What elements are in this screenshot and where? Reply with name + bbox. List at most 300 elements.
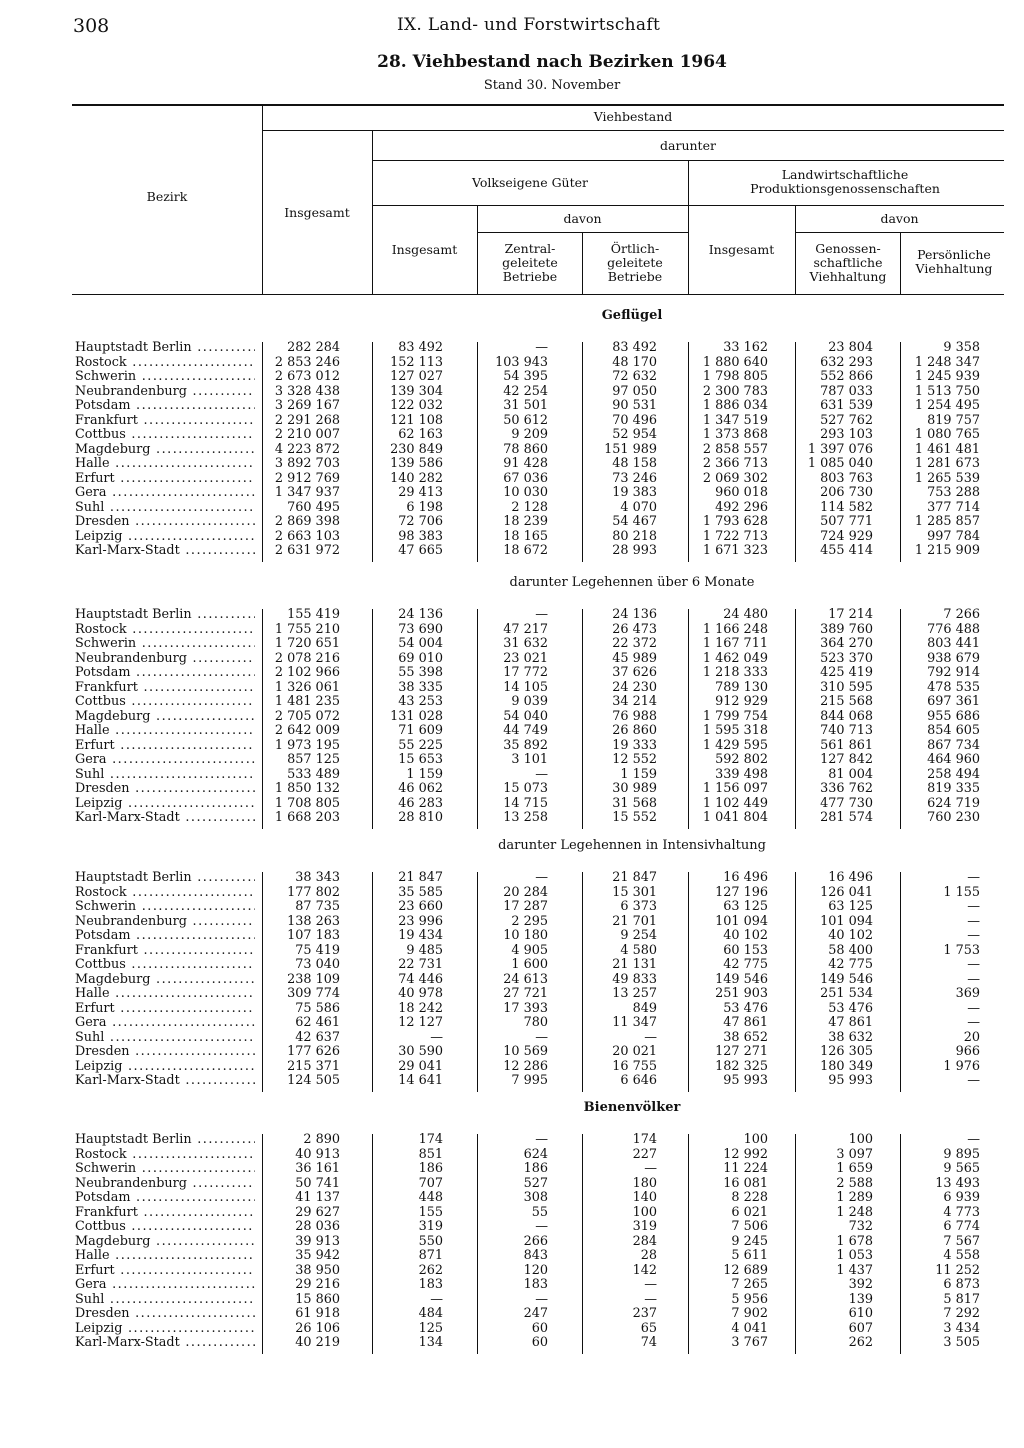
cell-zentral: 14 105 [503,679,548,695]
cell-genossen: 262 [848,1335,873,1350]
bezirk-name: Leipzig ..... [75,530,255,544]
cell-insgesamt: 1 481 235 [274,694,340,709]
cell-lpg-insgesamt: 7 506 [731,1219,768,1234]
cell-genossen: 3 097 [836,1146,873,1162]
cell-insgesamt: 238 109 [287,971,340,987]
cell-genossen: 455 414 [820,543,873,558]
table-row [0,1307,1024,1321]
cell-genossen: 477 730 [820,795,873,811]
cell-genossen: 53 476 [828,1000,873,1016]
cell-zentral: 67 036 [503,470,548,486]
cell-insgesamt: 61 918 [295,1306,340,1321]
cell-persoenlich: — [967,971,980,987]
cell-oertlich: 31 568 [612,795,657,811]
table-row [0,811,1024,825]
cell-lpg-insgesamt: 53 476 [723,1000,768,1016]
cell-zentral: 18 165 [503,528,548,544]
bezirk-name: Frankfurt ..... [75,414,255,428]
header-bezirk: Bezirk [146,189,188,204]
cell-oertlich: 15 552 [612,810,657,825]
cell-genossen: 180 349 [820,1058,873,1074]
table-row [0,1031,1024,1045]
cell-insgesamt: 38 343 [295,870,340,885]
cell-persoenlich: 7 266 [943,607,980,622]
cell-oertlich: — [644,1029,657,1045]
cell-veg-insgesamt: 125 [418,1320,443,1336]
cell-insgesamt: 2 642 009 [274,723,340,738]
cell-insgesamt: 2 210 007 [274,427,340,442]
bezirk-name: Neubrandenburg ..... [75,652,255,666]
cell-genossen: 281 574 [820,810,873,825]
vrule-bezirk [262,104,263,294]
bezirk-name: Schwerin ..... [75,370,255,384]
bezirk-name: Schwerin ..... [75,1162,255,1176]
cell-veg-insgesamt: 448 [418,1190,443,1205]
cell-veg-insgesamt: 152 113 [390,354,443,370]
cell-oertlich: 74 [640,1335,657,1350]
cell-veg-insgesamt: 707 [418,1175,443,1191]
cell-insgesamt: 15 860 [295,1291,340,1307]
cell-persoenlich: 478 535 [927,679,980,695]
cell-oertlich: 70 496 [612,412,657,428]
bezirk-name: Cottbus ..... [75,428,255,442]
cell-insgesamt: 29 627 [295,1204,340,1220]
cell-lpg-insgesamt: 60 153 [723,942,768,958]
cell-zentral: 23 021 [503,650,548,666]
bezirk-name: Leipzig ..... [75,1322,255,1336]
cell-persoenlich: 867 734 [927,737,980,753]
cell-oertlich: 849 [632,1000,657,1016]
table-row [0,900,1024,914]
cell-lpg-insgesamt: 1 429 595 [702,737,768,753]
table-row [0,1206,1024,1220]
cell-insgesamt: 2 673 012 [274,369,340,384]
cell-genossen: 364 270 [820,636,873,651]
bezirk-name: Frankfurt ..... [75,681,255,695]
bezirk-name: Cottbus ..... [75,1220,255,1234]
cell-veg-insgesamt: 139 586 [390,456,443,471]
cell-lpg-insgesamt: 11 224 [723,1161,768,1176]
cell-genossen: 1 289 [836,1190,873,1205]
bezirk-name: Gera ..... [75,486,255,500]
cell-genossen: 127 842 [820,752,873,767]
table-title [0,52,1024,72]
cell-persoenlich: — [967,928,980,943]
cell-genossen: 1 678 [836,1233,873,1249]
cell-persoenlich: 792 914 [927,665,980,680]
cell-genossen: 1 659 [836,1161,873,1176]
cell-oertlich: 26 860 [612,723,657,738]
cell-zentral: — [535,1132,548,1147]
table-row [0,710,1024,724]
cell-zentral: 55 [531,1204,548,1220]
table-row [0,1336,1024,1350]
cell-zentral: 527 [523,1175,548,1191]
cell-veg-insgesamt: 230 849 [390,441,443,457]
cell-persoenlich: 464 960 [927,752,980,767]
cell-insgesamt: 40 913 [295,1146,340,1162]
cell-insgesamt: 39 913 [295,1233,340,1249]
table-row [0,399,1024,413]
cell-zentral: 31 632 [503,636,548,651]
cell-oertlich: 22 372 [612,636,657,651]
cell-lpg-insgesamt: 7 265 [731,1277,768,1292]
cell-veg-insgesamt: 155 [418,1204,443,1220]
table-row [0,608,1024,622]
table-row [0,987,1024,1001]
cell-insgesamt: 28 036 [295,1219,340,1234]
cell-persoenlich: 955 686 [927,708,980,724]
cell-genossen: 251 534 [820,986,873,1001]
cell-oertlich: 52 954 [612,427,657,442]
chapter-title: IX. Land- und Forstwirtschaft [397,15,661,35]
cell-insgesamt: 124 505 [287,1073,340,1088]
cell-zentral: 24 613 [503,971,548,987]
bezirk-name: Frankfurt ..... [75,1206,255,1220]
cell-insgesamt: 282 284 [287,340,340,355]
cell-veg-insgesamt: 131 028 [390,708,443,724]
table-row [0,1133,1024,1147]
cell-lpg-insgesamt: 16 496 [723,870,768,885]
cell-lpg-insgesamt: 2 069 302 [702,470,768,486]
table-row [0,652,1024,666]
cell-persoenlich: — [967,1073,980,1088]
cell-oertlich: 65 [640,1320,657,1336]
bezirk-name: Dresden ..... [75,515,255,529]
cell-genossen: 724 929 [820,528,873,544]
cell-lpg-insgesamt: 24 480 [723,607,768,622]
vrule-zentral-oertlich [582,232,583,294]
cell-persoenlich: 1 155 [943,884,980,900]
cell-oertlich: 24 136 [612,607,657,622]
bezirk-name: Neubrandenburg ..... [75,915,255,929]
table-row [0,443,1024,457]
cell-oertlich: 227 [632,1146,657,1162]
cell-persoenlich: 9 358 [943,340,980,355]
cell-veg-insgesamt: 46 062 [398,781,443,796]
cell-oertlich: 319 [632,1219,657,1234]
table-row [0,472,1024,486]
cell-lpg-insgesamt: 1 166 248 [702,621,768,637]
table-row [0,1220,1024,1234]
cell-insgesamt: 62 461 [295,1015,340,1030]
cell-lpg-insgesamt: 2 300 783 [702,383,768,399]
bezirk-name: Suhl ..... [75,1031,255,1045]
cell-lpg-insgesamt: 100 [743,1132,768,1147]
header-lpg: Landwirtschaftliche Produktionsgenossenschaften [750,167,940,196]
cell-insgesamt: 155 419 [287,607,340,622]
cell-persoenlich: 7 567 [943,1233,980,1249]
cell-persoenlich: 377 714 [927,499,980,515]
cell-insgesamt: 29 216 [295,1277,340,1292]
cell-lpg-insgesamt: 592 802 [715,752,768,767]
section-title: Bienenvölker [583,1100,681,1115]
cell-persoenlich: — [967,1015,980,1030]
cell-genossen: 2 588 [836,1175,873,1191]
cell-lpg-insgesamt: 127 271 [715,1044,768,1059]
table-subtitle-text: Stand 30. November [483,78,621,93]
cell-veg-insgesamt: 73 690 [398,621,443,637]
header-viehbestand: Viehbestand [593,109,673,124]
cell-genossen: 114 582 [820,499,873,515]
table-title-text: 28. Viehbestand nach Bezirken 1964 [377,52,727,72]
cell-veg-insgesamt: 23 660 [398,899,443,914]
cell-zentral: 44 749 [503,723,548,738]
cell-insgesamt: 35 942 [295,1248,340,1263]
cell-oertlich: 19 333 [612,737,657,753]
cell-lpg-insgesamt: 1 041 804 [702,810,768,825]
cell-zentral: 27 721 [503,986,548,1001]
cell-persoenlich: — [967,1000,980,1016]
bezirk-name: Potsdam ..... [75,399,255,413]
section-title: Geflügel [601,308,663,323]
table-subtitle [0,78,1024,93]
cell-genossen: 126 041 [820,884,873,900]
cell-oertlich: 1 159 [620,766,657,782]
cell-insgesamt: 2 853 246 [274,354,340,370]
table-row [0,973,1024,987]
cell-persoenlich: — [967,957,980,972]
cell-genossen: 561 861 [820,737,873,753]
cell-persoenlich: — [967,870,980,885]
cell-veg-insgesamt: 319 [418,1219,443,1234]
table-row [0,486,1024,500]
cell-oertlich: 80 218 [612,528,657,544]
cell-oertlich: 100 [632,1204,657,1220]
bezirk-name: Magdeburg ..... [75,710,255,724]
cell-oertlich: — [644,1291,657,1307]
cell-oertlich: 4 070 [620,499,657,515]
cell-persoenlich: 966 [955,1044,980,1059]
header-darunter: darunter [660,138,716,153]
cell-persoenlich: 20 [963,1029,980,1045]
cell-insgesamt: 2 078 216 [274,650,340,666]
table-row [0,637,1024,651]
cell-insgesamt: 73 040 [295,957,340,972]
cell-zentral: 308 [523,1190,548,1205]
cell-persoenlich: 6 939 [943,1190,980,1205]
cell-persoenlich: 624 719 [927,795,980,811]
bezirk-name: Potsdam ..... [75,666,255,680]
cell-zentral: 10 180 [503,928,548,943]
cell-genossen: 101 094 [820,913,873,929]
cell-veg-insgesamt: 22 731 [398,957,443,972]
cell-zentral: 266 [523,1233,548,1249]
cell-veg-insgesamt: 262 [418,1262,443,1278]
cell-lpg-insgesamt: 7 902 [731,1306,768,1321]
cell-lpg-insgesamt: 912 929 [715,694,768,709]
table-row [0,501,1024,515]
cell-lpg-insgesamt: 2 858 557 [702,441,768,457]
cell-veg-insgesamt: 55 398 [398,665,443,680]
bezirk-name: Magdeburg ..... [75,1235,255,1249]
bezirk-name: Frankfurt ..... [75,944,255,958]
cell-veg-insgesamt: 174 [418,1132,443,1147]
table-row [0,1191,1024,1205]
cell-insgesamt: 138 263 [287,913,340,929]
vrule-genossen-persoenlich [900,232,901,294]
cell-lpg-insgesamt: 1 793 628 [702,514,768,529]
cell-veg-insgesamt: 127 027 [390,369,443,384]
cell-lpg-insgesamt: 1 722 713 [702,528,768,544]
cell-oertlich: 30 989 [612,781,657,796]
cell-persoenlich: 1 254 495 [914,398,980,413]
cell-veg-insgesamt: 1 159 [406,766,443,782]
header-zentral: Zentral-geleitete Betriebe [502,241,558,284]
bezirk-name: Halle ..... [75,724,255,738]
cell-insgesamt: 309 774 [287,986,340,1001]
table-row [0,1264,1024,1278]
cell-zentral: 624 [523,1146,548,1162]
bezirk-name: Hauptstadt Berlin ..... [75,871,255,885]
cell-lpg-insgesamt: 95 993 [723,1073,768,1088]
cell-oertlich: 72 632 [612,369,657,384]
cell-veg-insgesamt: 23 996 [398,913,443,929]
cell-genossen: 632 293 [820,354,873,370]
table-row [0,871,1024,885]
cell-lpg-insgesamt: 5 956 [731,1291,768,1307]
table-row [0,530,1024,544]
cell-genossen: 389 760 [820,621,873,637]
rule-under-viehbestand [262,130,1004,131]
cell-zentral: 2 295 [511,913,548,929]
cell-insgesamt: 2 912 769 [274,470,340,486]
cell-persoenlich: 819 757 [927,412,980,428]
cell-persoenlich: 5 817 [943,1291,980,1307]
cell-insgesamt: 1 326 061 [274,679,340,695]
cell-genossen: 126 305 [820,1044,873,1059]
cell-veg-insgesamt: 18 242 [398,1000,443,1016]
cell-genossen: 1 248 [836,1204,873,1220]
table-row [0,1293,1024,1307]
cell-genossen: 507 771 [820,514,873,529]
cell-veg-insgesamt: 134 [418,1335,443,1350]
bezirk-name: Leipzig ..... [75,797,255,811]
cell-insgesamt: 50 741 [295,1175,340,1191]
table-row [0,1074,1024,1088]
cell-veg-insgesamt: 54 004 [398,636,443,651]
cell-genossen: 425 419 [820,665,873,680]
bezirk-name: Hauptstadt Berlin ..... [75,341,255,355]
header-veg-davon: davon [563,211,602,226]
table-row [0,1249,1024,1263]
cell-lpg-insgesamt: 8 228 [731,1190,768,1205]
cell-genossen: 215 568 [820,694,873,709]
cell-lpg-insgesamt: 16 081 [723,1175,768,1191]
cell-veg-insgesamt: 9 485 [406,942,443,958]
table-row [0,797,1024,811]
cell-zentral: 18 672 [503,543,548,558]
table-row [0,341,1024,355]
cell-genossen: 732 [848,1219,873,1234]
header-oertlich: Örtlich-geleitete Betriebe [607,241,663,284]
cell-genossen: 740 713 [820,723,873,738]
cell-lpg-insgesamt: 960 018 [715,485,768,500]
cell-persoenlich: 1 753 [943,942,980,958]
bezirk-name: Leipzig ..... [75,1060,255,1074]
cell-oertlich: — [644,1161,657,1176]
cell-oertlich: 180 [632,1175,657,1191]
cell-lpg-insgesamt: 1 880 640 [702,354,768,370]
cell-genossen: 803 763 [820,470,873,486]
table-row [0,1278,1024,1292]
bezirk-name: Suhl ..... [75,1293,255,1307]
cell-genossen: 1 053 [836,1248,873,1263]
cell-oertlich: 9 254 [620,928,657,943]
cell-zentral: 54 395 [503,369,548,384]
bezirk-name: Rostock ..... [75,356,255,370]
cell-insgesamt: 87 735 [295,899,340,914]
cell-zentral: — [535,870,548,885]
header-lpg-davon: davon [880,211,919,226]
cell-veg-insgesamt: 6 198 [406,499,443,515]
cell-insgesamt: 3 892 703 [274,456,340,471]
cell-persoenlich: 6 774 [943,1219,980,1234]
bezirk-name: Erfurt ..... [75,739,255,753]
table-row [0,428,1024,442]
cell-insgesamt: 3 269 167 [274,398,340,413]
cell-insgesamt: 2 869 398 [274,514,340,529]
bezirk-name: Rostock ..... [75,623,255,637]
cell-insgesamt: 1 347 937 [274,485,340,500]
bezirk-name: Dresden ..... [75,782,255,796]
cell-oertlich: 24 230 [612,679,657,695]
table-row [0,724,1024,738]
cell-zentral: 780 [523,1015,548,1030]
bezirk-name: Hauptstadt Berlin ..... [75,1133,255,1147]
bezirk-name: Rostock ..... [75,1148,255,1162]
header-veg-insgesamt: Insgesamt [391,242,458,257]
cell-veg-insgesamt: 12 127 [398,1015,443,1030]
cell-lpg-insgesamt: 1 373 868 [702,427,768,442]
cell-insgesamt: 1 755 210 [274,621,340,637]
table-row [0,1045,1024,1059]
section-title: darunter Legehennen über 6 Monate [509,575,755,590]
bezirk-name: Magdeburg ..... [75,973,255,987]
cell-oertlich: 12 552 [612,752,657,767]
cell-oertlich: 28 [640,1248,657,1263]
cell-persoenlich: 803 441 [927,636,980,651]
bezirk-name: Dresden ..... [75,1307,255,1321]
table-row [0,915,1024,929]
cell-genossen: 392 [848,1277,873,1292]
cell-insgesamt: 2 890 [303,1132,340,1147]
cell-lpg-insgesamt: 1 218 333 [702,665,768,680]
cell-zentral: 2 128 [511,499,548,515]
cell-veg-insgesamt: 15 653 [398,752,443,767]
table-row [0,782,1024,796]
table-row [0,666,1024,680]
cell-lpg-insgesamt: 47 861 [723,1015,768,1030]
cell-zentral: — [535,766,548,782]
table-row [0,1177,1024,1191]
cell-zentral: 247 [523,1306,548,1321]
cell-veg-insgesamt: 83 492 [398,340,443,355]
bezirk-name: Cottbus ..... [75,695,255,709]
cell-veg-insgesamt: 74 446 [398,971,443,987]
cell-insgesamt: 3 328 438 [274,383,340,399]
cell-oertlich: 19 383 [612,485,657,500]
cell-lpg-insgesamt: 1 798 805 [702,369,768,384]
cell-zentral: 18 239 [503,514,548,529]
bezirk-name: Cottbus ..... [75,958,255,972]
cell-oertlich: 15 301 [612,884,657,900]
cell-zentral: 35 892 [503,737,548,753]
bezirk-name: Suhl ..... [75,501,255,515]
cell-lpg-insgesamt: 6 021 [731,1204,768,1220]
cell-zentral: 78 860 [503,441,548,457]
table-row [0,681,1024,695]
